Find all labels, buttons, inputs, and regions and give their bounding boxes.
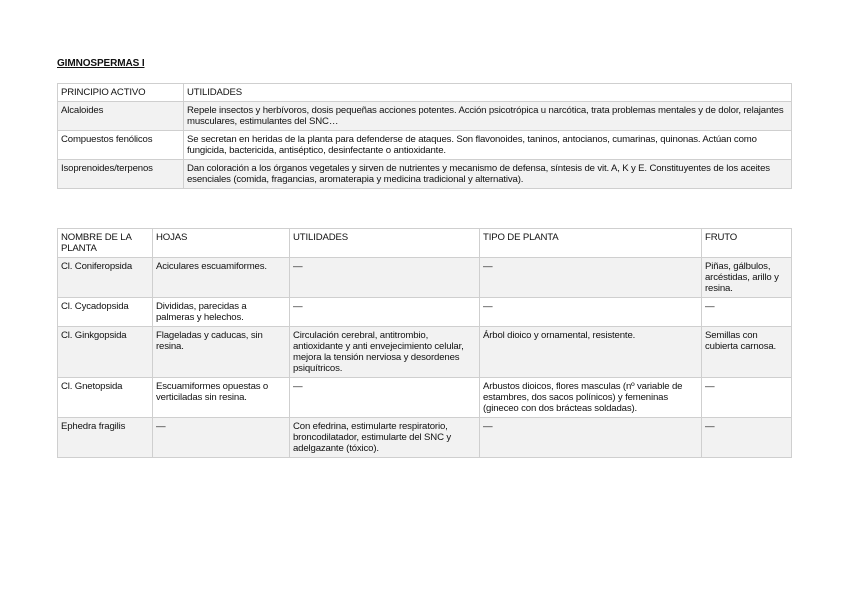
table-cell: — [480,258,702,298]
column-header: FRUTO [702,229,792,258]
table-cell: — [290,298,480,327]
table-header-row [58,229,792,258]
table-cell: Compuestos fenólicos [58,131,184,160]
active-principles-table [57,83,792,189]
table-cell: Ephedra fragilis [58,418,153,458]
table-cell: — [290,378,480,418]
table-row [58,102,792,131]
column-header: HOJAS [153,229,290,258]
table-cell: Flageladas y caducas, sin resina. [153,327,290,378]
table-cell: Se secretan en heridas de la planta para defenderse de ataques. Son flavonoides, taninos, antocianos, cumarinas, quinonas. Actúan como fungicida, bactericida, antiséptico, desinfectante o antioxidante. [184,131,792,160]
table-row [58,418,792,458]
table-cell: — [153,418,290,458]
table-cell: Alcaloides [58,102,184,131]
table-cell: Repele insectos y herbívoros, dosis pequeñas acciones potentes. Acción psicotrópica u narcótica, trata problemas mentales y de dolor, relajantes musculares, estimulantes del SNC… [184,102,792,131]
table-cell: Escuamiformes opuestas o verticiladas sin resina. [153,378,290,418]
page-title: GIMNOSPERMAS I [57,58,145,69]
table-cell: — [702,418,792,458]
table-cell: Cl. Cycadopsida [58,298,153,327]
table-cell: Cl. Coniferopsida [58,258,153,298]
table-cell: Isoprenoides/terpenos [58,160,184,189]
table-header-row [58,84,792,102]
table-cell: — [290,258,480,298]
column-header: UTILIDADES [290,229,480,258]
table-cell: Arbustos dioicos, flores masculas (nº variable de estambres, dos sacos polínicos) y femeninas (gineceo con dos brácteas soldadas). [480,378,702,418]
table-cell: Divididas, parecidas a palmeras y helechos. [153,298,290,327]
table-cell: Con efedrina, estimularte respiratorio, broncodilatador, estimularte del SNC y adelgazante (tóxico). [290,418,480,458]
table-row [58,298,792,327]
table-cell: Árbol dioico y ornamental, resistente. [480,327,702,378]
table-cell: Dan coloración a los órganos vegetales y sirven de nutrientes y mecanismo de defensa, síntesis de vit. A, K y E. Constituyentes de los aceites esenciales (comida, fragancias, aromaterapia y medicina tradicional y alternativa). [184,160,792,189]
table-cell: — [480,298,702,327]
column-header: TIPO DE PLANTA [480,229,702,258]
table-cell: — [702,298,792,327]
column-header: PRINCIPIO ACTIVO [58,84,184,102]
table-row [58,160,792,189]
table-cell: Cl. Gnetopsida [58,378,153,418]
table-row [58,131,792,160]
table-cell: Aciculares escuamiformes. [153,258,290,298]
table-row [58,327,792,378]
table-cell: Semillas con cubierta carnosa. [702,327,792,378]
column-header: NOMBRE DE LA PLANTA [58,229,153,258]
column-header: UTILIDADES [184,84,792,102]
table-row [58,258,792,298]
table-cell: — [702,378,792,418]
table-cell: Piñas, gálbulos, arcéstidas, arillo y resina. [702,258,792,298]
plant-classes-table [57,228,792,458]
table-row [58,378,792,418]
table-cell: — [480,418,702,458]
table-cell: Cl. Ginkgopsida [58,327,153,378]
table-cell: Circulación cerebral, antitrombio, antioxidante y anti envejecimiento celular, mejora la tensión nerviosa y desordenes psiquítricos. [290,327,480,378]
